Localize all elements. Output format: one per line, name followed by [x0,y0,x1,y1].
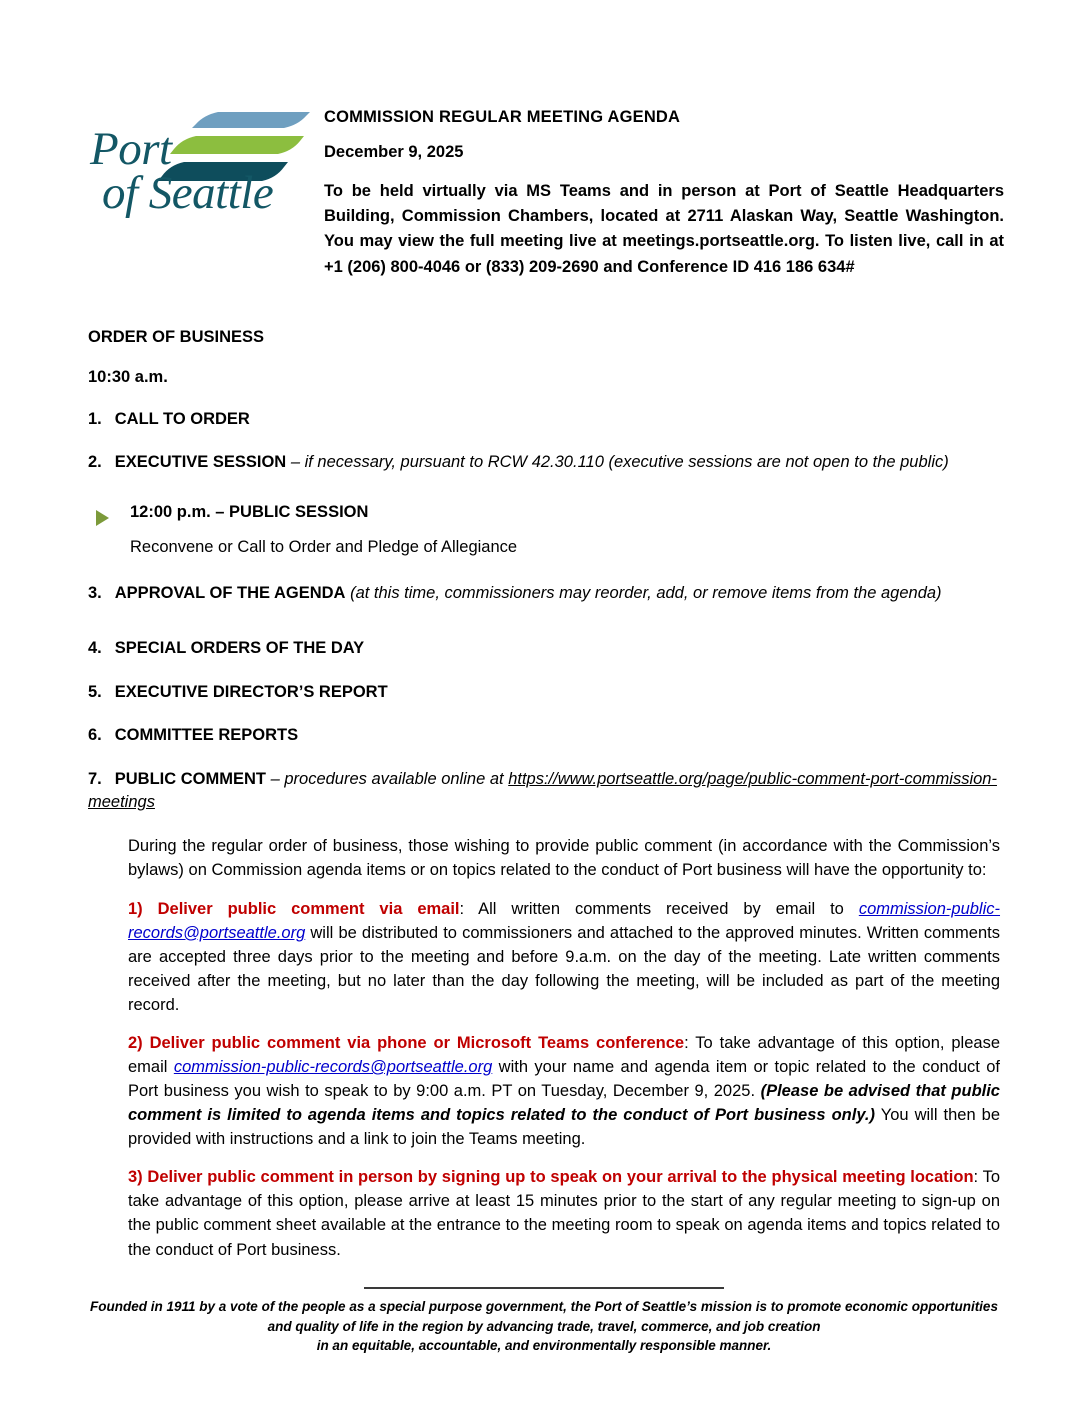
agenda-item-3-note: (at this time, commissioners may reorder, add, or remove items from the agenda) [345,583,942,602]
meeting-conference-id: ID 416 186 634# [732,257,855,276]
agenda-item-6 [88,724,1000,747]
agenda-item-1-number: 1. [88,410,102,428]
agenda-item-1-title: CALL TO ORDER [114,410,250,428]
agenda-item-4-title: SPECIAL ORDERS OF THE DAY [114,639,365,658]
page-title: COMMISSION REGULAR MEETING AGENDA [324,108,681,126]
option-3-after-lead: : To take advantage of this option, please arrive at least 15 minutes prior to the start of any regular meeting to sign-up on the public comment sheet available at the entrance to the meeting room to speak on agenda items and topics related to the conduct of Port business. [128,1168,1000,1259]
agenda-item-6-number: 6. [88,726,102,745]
option-2-lead: 2) Deliver public comment via phone or Microsoft Teams conference [128,1033,685,1052]
logo-swoosh-top-icon [192,112,310,128]
meeting-date: December 9, 2025 [324,143,464,162]
document-footer [0,1287,1088,1356]
option-2-rest-b: You will then be provided with instructions and a link to join the Teams meeting. [128,1106,1000,1149]
agenda-item-3 [88,582,1000,605]
document-body [88,328,1000,1276]
agenda-item-2-note: – if necessary, pursuant to RCW 42.30.110 (executive sessions are not open to the public) [286,453,949,472]
public-session-label: 12:00 p.m. – PUBLIC SESSION [130,502,369,521]
option-2-rest-a: with your name and agenda item or topic related to the conduct of Port business you wish to speak to by 9:00 a.m. PT on Tuesday, December 9, 2025. [128,1058,1001,1101]
option-2-emphasis: (Please be advised that public comment is limited to agenda items and topics related to the conduct of Port business only.) [128,1082,1000,1125]
public-comment-option-1 [128,897,1000,1017]
meeting-details-text: To be held virtually via MS Teams and in person at Port of Seattle Headquarters Building, Commission Chambers, located at 2711 Alaskan Way, Seattle Washington. You may view the full meeting live at meetings.portseattle.org. To listen live, call in at +1 (206) 800-4046 or (833) 209-2690 and Conference [324,182,1004,276]
mission-line-2: and quality of life in the region by advancing trade, travel, commerce, and job creation [267,1318,821,1334]
start-time: 10:30 a.m. [88,368,168,386]
logo-swoosh-middle-icon [170,136,304,154]
agenda-item-7-note: – procedures available online at [266,769,509,788]
logo-wordmark-line2: of Seattle [102,167,274,219]
mission-statement [0,1297,1088,1356]
port-of-seattle-logo [88,108,320,220]
header-text-block [324,108,1088,280]
agenda-item-3-title: APPROVAL OF THE AGENDA [114,583,346,602]
logo-wordmark-line1: Port [90,123,172,175]
agenda-item-7-number: 7. [88,769,102,788]
option-3-lead: 3) Deliver public comment in person by signing up to speak on your arrival to the physical meeting location [128,1168,974,1187]
document-header [0,108,1088,280]
agenda-item-5-number: 5. [88,682,102,701]
meeting-details [324,179,1004,279]
agenda-item-2-title: EXECUTIVE SESSION [114,453,287,472]
agenda-item-7-title: PUBLIC COMMENT [114,769,267,788]
agenda-item-2 [88,451,1000,474]
option-2-after-lead: : To take advantage of this option, please email [128,1033,1000,1076]
agenda-item-5-title: EXECUTIVE DIRECTOR’S REPORT [114,682,388,701]
agenda-item-5 [88,681,1000,704]
public-session-subline: Reconvene or Call to Order and Pledge of Allegiance [130,537,518,556]
agenda-item-3-number: 3. [88,583,102,602]
agenda-item-6-title: COMMITTEE REPORTS [114,726,299,745]
agenda-item-4 [88,637,1000,660]
logo-graphic [88,108,320,220]
public-comment-option-2 [128,1031,1000,1151]
green-triangle-bullet-icon [96,510,109,526]
public-comment-intro: During the regular order of business, those wishing to provide public comment (in accordance with the Commission’s bylaws) on Commission agenda items or on topics related to the conduct of Port business will have the opportunity to: [128,837,1000,880]
footer-divider [364,1287,724,1289]
agenda-item-4-number: 4. [88,639,102,658]
public-session-row [88,503,1000,522]
public-comment-option-3 [128,1165,1000,1261]
option-1-email-link[interactable]: commission-public-records@portseattle.org [128,899,1001,942]
option-1-after-lead: : All written comments received by email to [459,899,859,918]
agenda-item-1 [88,408,1000,431]
agenda-item-2-number: 2. [88,453,102,472]
option-2-email-link[interactable]: commission-public-records@portseattle.org [173,1058,493,1076]
order-of-business-heading: ORDER OF BUSINESS [88,328,265,346]
option-1-rest: will be distributed to commissioners and attached to the approved minutes. Written comments are accepted three days prior to the meeting and before 9.a.m. on the day of the meeting. Late written comments received after the meeting, but no later than the day following the meeting, will be included as part of the meeting record. [128,923,1000,1014]
agenda-item-7 [88,768,1000,815]
public-comment-procedures-link[interactable]: https://www.portseattle.org/page/public-comment-port-commission-meetings [88,769,997,811]
mission-line-3: in an equitable, accountable, and environmentally responsible manner. [316,1338,772,1354]
mission-line-1: Founded in 1911 by a vote of the people as a special purpose government, the Port of Seattle’s mission is to promote economic opportunities [90,1299,998,1315]
option-1-lead: 1) Deliver public comment via email [128,899,460,918]
